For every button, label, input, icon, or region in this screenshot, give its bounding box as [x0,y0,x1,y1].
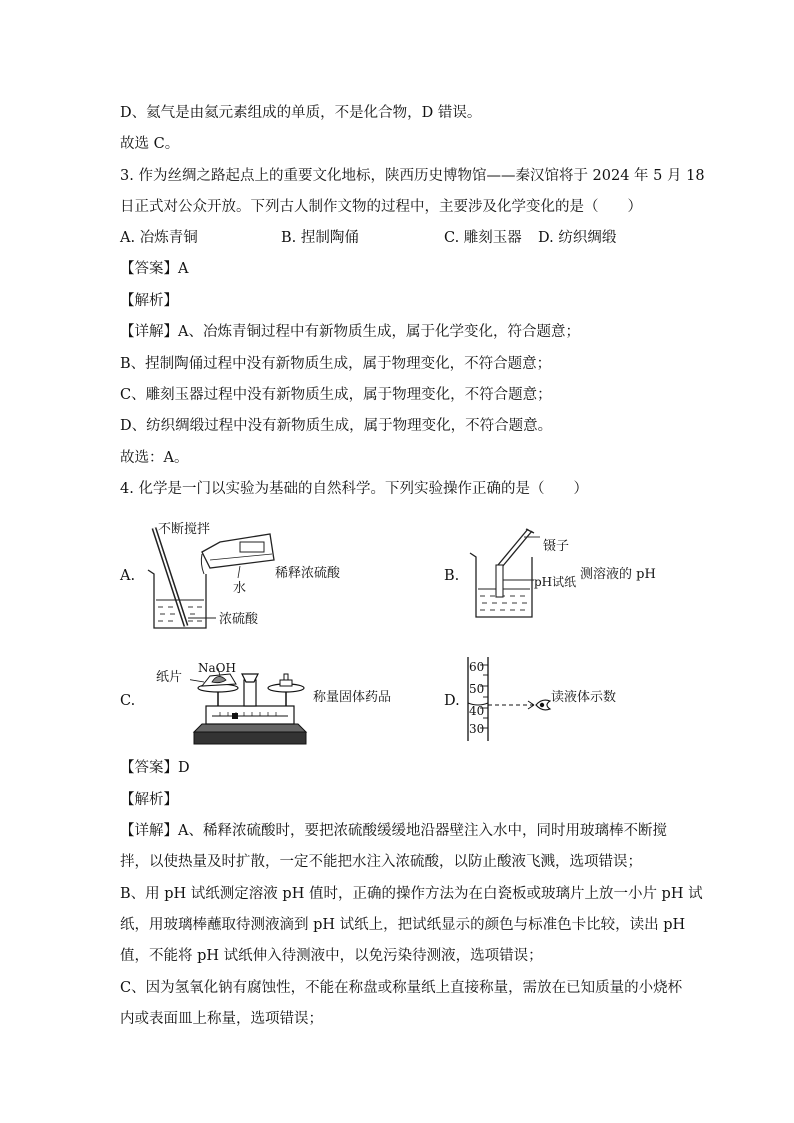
q3-stem-1: 3. 作为丝绸之路起点上的重要文化地标，陕西历史博物馆——秦汉馆将于 2024 年 5 月 18 [120,168,705,184]
fig-c-title: 称量固体药品 [313,690,392,705]
q3-detail-1: 【详解】A、冶炼青铜过程中有新物质生成，属于化学变化，符合题意； [120,324,580,340]
q3-detail-3: C、雕刻玉器过程中没有新物质生成，属于物理变化，不符合题意； [120,387,552,403]
fig-a-stir-label: 不断搅拌 [158,522,211,537]
q4-detail-6: C、因为氢氧化钠有腐蚀性，不能在称盘或称量纸上直接称量，需放在已知质量的小烧杯 [120,980,683,996]
q4-detail-1: 【详解】A、稀释浓硫酸时，要把浓硫酸缓缓地沿器壁注入水中，同时用玻璃棒不断搅 [120,823,667,839]
q3-analysis: 【解析】 [120,293,178,309]
fig-b-title: 测溶液的 pH [580,567,656,582]
fig-b-paper-label: pH试纸 [534,575,577,589]
q4-detail-3: B、用 pH 试纸测定溶液 pH 值时，正确的操作方法为在白瓷板或玻璃片上放一小片 pH 试 [120,886,703,902]
fig-b-tweezers-label: 镊子 [543,539,570,554]
q3-choose: 故选：A。 [120,450,189,466]
prev-choose: 故选 C。 [120,136,180,152]
q3-option-b: B. 捏制陶俑 [281,230,359,246]
q4-detail-5: 值，不能将 pH 试纸伸入待测液中，以免污染待测液，选项错误； [120,948,543,964]
q3-option-a: A. 冶炼青铜 [120,230,198,246]
q4-detail-7: 内或表面皿上称量，选项错误； [120,1011,323,1027]
fig-c-paper-label: 纸片 [156,670,183,685]
q3-detail-2: B、捏制陶俑过程中没有新物质生成，属于物理变化，不符合题意； [120,356,552,372]
q4-stem: 4. 化学是一门以实验为基础的自然科学。下列实验操作正确的是（ ） [120,481,588,497]
fig-d-tick-40: 40 [469,704,485,718]
fig-a-water-label: 水 [233,581,247,596]
prev-answer-d: D、氦气是由氦元素组成的单质，不是化合物，D 错误。 [120,105,482,121]
fig-a-title: 稀释浓硫酸 [275,566,341,581]
q3-option-d: D. 纺织绸缎 [538,230,617,246]
fig-d-tick-50: 50 [469,682,485,696]
q3-stem-2: 日正式对公众开放。下列古人制作文物的过程中，主要涉及化学变化的是（ ） [120,199,642,215]
fig-a-letter: A. [120,568,136,584]
fig-d-title: 读液体示数 [551,690,617,705]
fig-b-letter: B. [444,568,460,584]
fig-d-tick-30: 30 [469,722,485,736]
fig-a-acid-label: 浓硫酸 [219,612,259,627]
fig-c-naoh-label: NaOH [198,661,236,675]
q3-option-c: C. 雕刻玉器 [444,230,522,246]
q4-detail-2: 拌，以使热量及时扩散，一定不能把水注入浓硫酸，以防止酸液飞溅，选项错误； [120,854,642,870]
q3-detail-4: D、纺织绸缎过程中没有新物质生成，属于物理变化，不符合题意。 [120,418,553,434]
fig-c-letter: C. [120,693,136,709]
q3-answer: 【答案】A [120,261,189,277]
q4-answer: 【答案】D [120,760,190,776]
fig-d-letter: D. [444,693,460,709]
q4-detail-4: 纸，用玻璃棒蘸取待测液滴到 pH 试纸上，把试纸显示的颜色与标准色卡比较，读出 pH [120,917,686,933]
q4-analysis: 【解析】 [120,792,178,808]
fig-d-tick-60: 60 [469,660,485,674]
